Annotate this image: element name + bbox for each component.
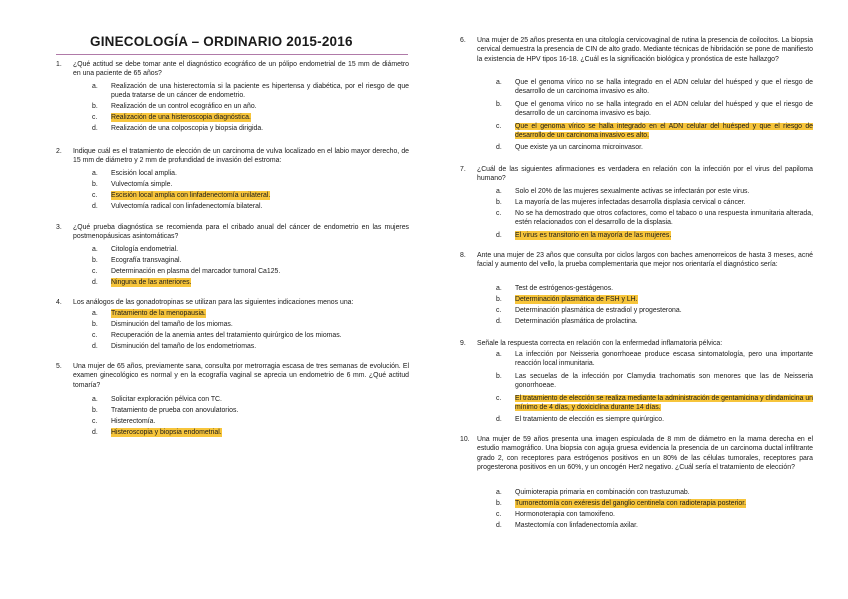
question-number: 6. (460, 37, 466, 44)
option-text: Determinación plasmática de estradiol y progesterona. (515, 307, 682, 314)
option-text: Tratamiento de prueba con anovulatorios. (111, 407, 239, 414)
option-letter: d. (92, 343, 98, 350)
option-letter: b. (496, 500, 502, 507)
option-text-answer: Tumorectomía con exéresis del ganglio centinela con radioterapia posterior. (515, 500, 747, 507)
question-text: ¿Cuál de las siguientes afirmaciones es verdadera en relación con la infección por el virus del papiloma humano? (477, 166, 813, 183)
question-number: 1. (56, 61, 62, 68)
question-text: Una mujer de 65 años, previamente sana, consulta por metrorragia escasa de tres semanas de evolución. El examen ginecológico es normal y en la ecografía vaginal se aprecia un endometrio de 6 mm. ¿Qué actitud tomaría? (73, 363, 409, 389)
option-text: La mayoría de las mujeres infectadas desarrolla displasia cervical o cáncer. (515, 199, 746, 206)
option-text: Disminución del tamaño de los miomas. (111, 321, 233, 328)
document-title: GINECOLOGÍA – ORDINARIO 2015-2016 (90, 34, 353, 49)
option-letter: b. (496, 373, 502, 380)
option-text-answer (515, 122, 813, 141)
option-text: El tratamiento de elección es siempre quirúrgico. (515, 416, 664, 423)
question-text: Una mujer de 25 años presenta en una citología cervicovaginal de rutina la presencia de coilocitos. La biopsia cervical demuestra la presencia de CIN de alto grado. Mediante técnicas de hibridación se pone de manifiesto la existencia de HPV tipos 16-18. ¿Cuál es la significación biológica y pronóstica de este hallazgo? (477, 37, 813, 63)
option-text: Histerectomía. (111, 418, 156, 425)
question-text: ¿Qué prueba diagnóstica se recomienda para el cribado anual del cáncer de endometrio en las mujeres postmenopáusicas asintomáticas? (73, 224, 409, 241)
question-number: 5. (56, 363, 62, 370)
option-letter: d. (496, 144, 502, 151)
option-letter: c. (92, 192, 98, 199)
option-text: Recuperación de la anemia antes del tratamiento quirúrgico de los miomas. (111, 332, 342, 339)
option-letter: d. (496, 232, 502, 239)
option-letter: b. (496, 296, 502, 303)
option-text: Vulvectomía radical con linfadenectomía bilateral. (111, 203, 263, 210)
option-letter: c. (92, 268, 98, 275)
option-text: Determinación en plasma del marcador tumoral Ca125. (111, 268, 281, 275)
option-letter: d. (92, 203, 98, 210)
option-letter: b. (496, 199, 502, 206)
option-letter: a. (496, 188, 502, 195)
option-letter: c. (92, 114, 98, 121)
option-letter: a. (92, 83, 98, 90)
option-letter: c. (92, 332, 98, 339)
option-letter: a. (92, 310, 98, 317)
question-text: Una mujer de 59 años presenta una imagen espiculada de 8 mm de diámetro en la mama derecha en el estudio mamográfico. Una biopsia con aguja gruesa evidencia la presencia de un carcinoma ductal infiltrante grado 2, con receptores para estrógenos positivos en un 80% de las células tumorales, receptores para progesterona positivos en un 60%, y un oncogén Her2 negativo. ¿Cuál sería el tratamiento de elección? (477, 436, 813, 472)
option-letter: a. (92, 246, 98, 253)
question-number: 9. (460, 340, 466, 347)
question-text: ¿Qué actitud se debe tomar ante el diagnóstico ecográfico de un pólipo endometrial de 15 mm de diámetro en una paciente de 65 años? (73, 61, 409, 78)
option-text: La infección por Neisseria gonorrhoeae produce escasa sintomatología, pero una importante reacción local inmunitaria. (515, 351, 813, 368)
question-number: 2. (56, 148, 62, 155)
option-letter: a. (496, 285, 502, 292)
question-number: 7. (460, 166, 466, 173)
option-letter: c. (496, 395, 502, 402)
question-text: Indique cuál es el tratamiento de elección de un carcinoma de vulva localizado en el labio mayor derecho, de 15 mm de diámetro y 2 mm de profundidad de invasión del estroma: (73, 148, 409, 165)
option-text: Escisión local amplia. (111, 170, 177, 177)
option-letter: d. (496, 416, 502, 423)
question-text: Los análogos de las gonadotropinas se utilizan para las siguientes indicaciones menos una: (73, 299, 354, 306)
option-text-answer: Tratamiento de la menopausia. (111, 310, 206, 317)
option-letter: c. (496, 210, 502, 217)
question-text: Señale la respuesta correcta en relación con la enfermedad inflamatoria pélvica: (477, 340, 723, 347)
option-text: Realización de una histerectomía si la paciente es hipertensa y diabética, por el riesgo de que pueda tratarse de un cáncer de endometrio. (111, 83, 409, 100)
question-number: 3. (56, 224, 62, 231)
option-text: Ecografía transvaginal. (111, 257, 182, 264)
question-text: Ante una mujer de 23 años que consulta por ciclos largos con baches amenorreicos de hasta 3 meses, acné facial y aumento del vello, la prueba complementaria que mejor nos orientaría el diagnóstico sería: (477, 252, 813, 269)
option-letter: a. (496, 489, 502, 496)
option-letter: d. (92, 279, 98, 286)
option-text: Test de estrógenos-gestágenos. (515, 285, 614, 292)
option-text: Las secuelas de la infección por Clamydia trachomatis son menores que las de Neisseria gonorrhoeae. (515, 373, 813, 390)
option-text: No se ha demostrado que otros cofactores, como el tabaco o una respuesta inmunitaria alterada, estén relacionados con el desarrollo de la displasia. (515, 210, 813, 227)
option-letter: b. (92, 407, 98, 414)
option-letter: b. (92, 321, 98, 328)
option-letter: c. (496, 511, 502, 518)
option-text: Quimioterapia primaria en combinación con trastuzumab. (515, 489, 690, 496)
option-text: Que existe ya un carcinoma microinvasor. (515, 144, 643, 151)
option-letter: a. (496, 79, 502, 86)
option-letter: d. (496, 522, 502, 529)
option-text-answer: Escisión local amplia con linfadenectomía unilateral. (111, 192, 271, 199)
option-text: Que el genoma vírico no se halla integrado en el ADN celular del huésped y que el riesgo de desarrollo de un carcinoma invasivo es bajo. (515, 101, 813, 118)
option-text: Citología endometrial. (111, 246, 179, 253)
option-letter: a. (496, 351, 502, 358)
option-letter: a. (92, 170, 98, 177)
option-text: Hormonoterapia con tamoxifeno. (515, 511, 615, 518)
option-letter: b. (92, 103, 98, 110)
option-text-answer: Realización de una histeroscopia diagnóstica. (111, 114, 251, 121)
option-letter: d. (92, 429, 98, 436)
option-text: Disminución del tamaño de los endometriomas. (111, 343, 257, 350)
option-text-answer: Ninguna de las anteriores. (111, 279, 192, 286)
question-number: 4. (56, 299, 62, 306)
option-text: Mastectomía con linfadenectomía axilar. (515, 522, 638, 529)
option-letter: c. (92, 418, 98, 425)
option-letter: b. (496, 101, 502, 108)
option-text: Vulvectomía simple. (111, 181, 173, 188)
question-number: 8. (460, 252, 466, 259)
option-letter: d. (496, 318, 502, 325)
option-letter: b. (92, 181, 98, 188)
answer-highlight: Que el genoma vírico se halla integrado en el ADN celular del huésped y que el riesgo de desarrollo de un carcinoma invasivo es alto. (515, 123, 813, 140)
option-text-answer: Histeroscopia y biopsia endometrial. (111, 429, 222, 436)
option-text-answer: El virus es transitorio en la mayoría de las mujeres. (515, 232, 672, 239)
option-text: Realización de un control ecográfico en un año. (111, 103, 257, 110)
option-letter: d. (92, 125, 98, 132)
option-text: Determinación plasmática de prolactina. (515, 318, 638, 325)
option-text: Solo el 20% de las mujeres sexualmente activas se infectarán por este virus. (515, 188, 750, 195)
question-number: 10. (460, 436, 470, 443)
option-text: Solicitar exploración pélvica con TC. (111, 396, 222, 403)
option-text: Realización de una colposcopia y biopsia dirigida. (111, 125, 264, 132)
title-divider (56, 54, 408, 55)
answer-highlight: El tratamiento de elección se realiza mediante la administración de gentamicina y clindamicina un mínimo de 4 días, y doxiciclina durante 14 días. (515, 395, 813, 412)
option-letter: c. (496, 307, 502, 314)
option-text: Que el genoma vírico no se halla integrado en el ADN celular del huésped y que el riesgo de desarrollo de un carcinoma invasivo es alto. (515, 79, 813, 96)
option-text-answer (515, 394, 813, 413)
option-letter: b. (92, 257, 98, 264)
option-text-answer: Determinación plasmática de FSH y LH. (515, 296, 638, 303)
option-letter: a. (92, 396, 98, 403)
option-letter: c. (496, 123, 502, 130)
